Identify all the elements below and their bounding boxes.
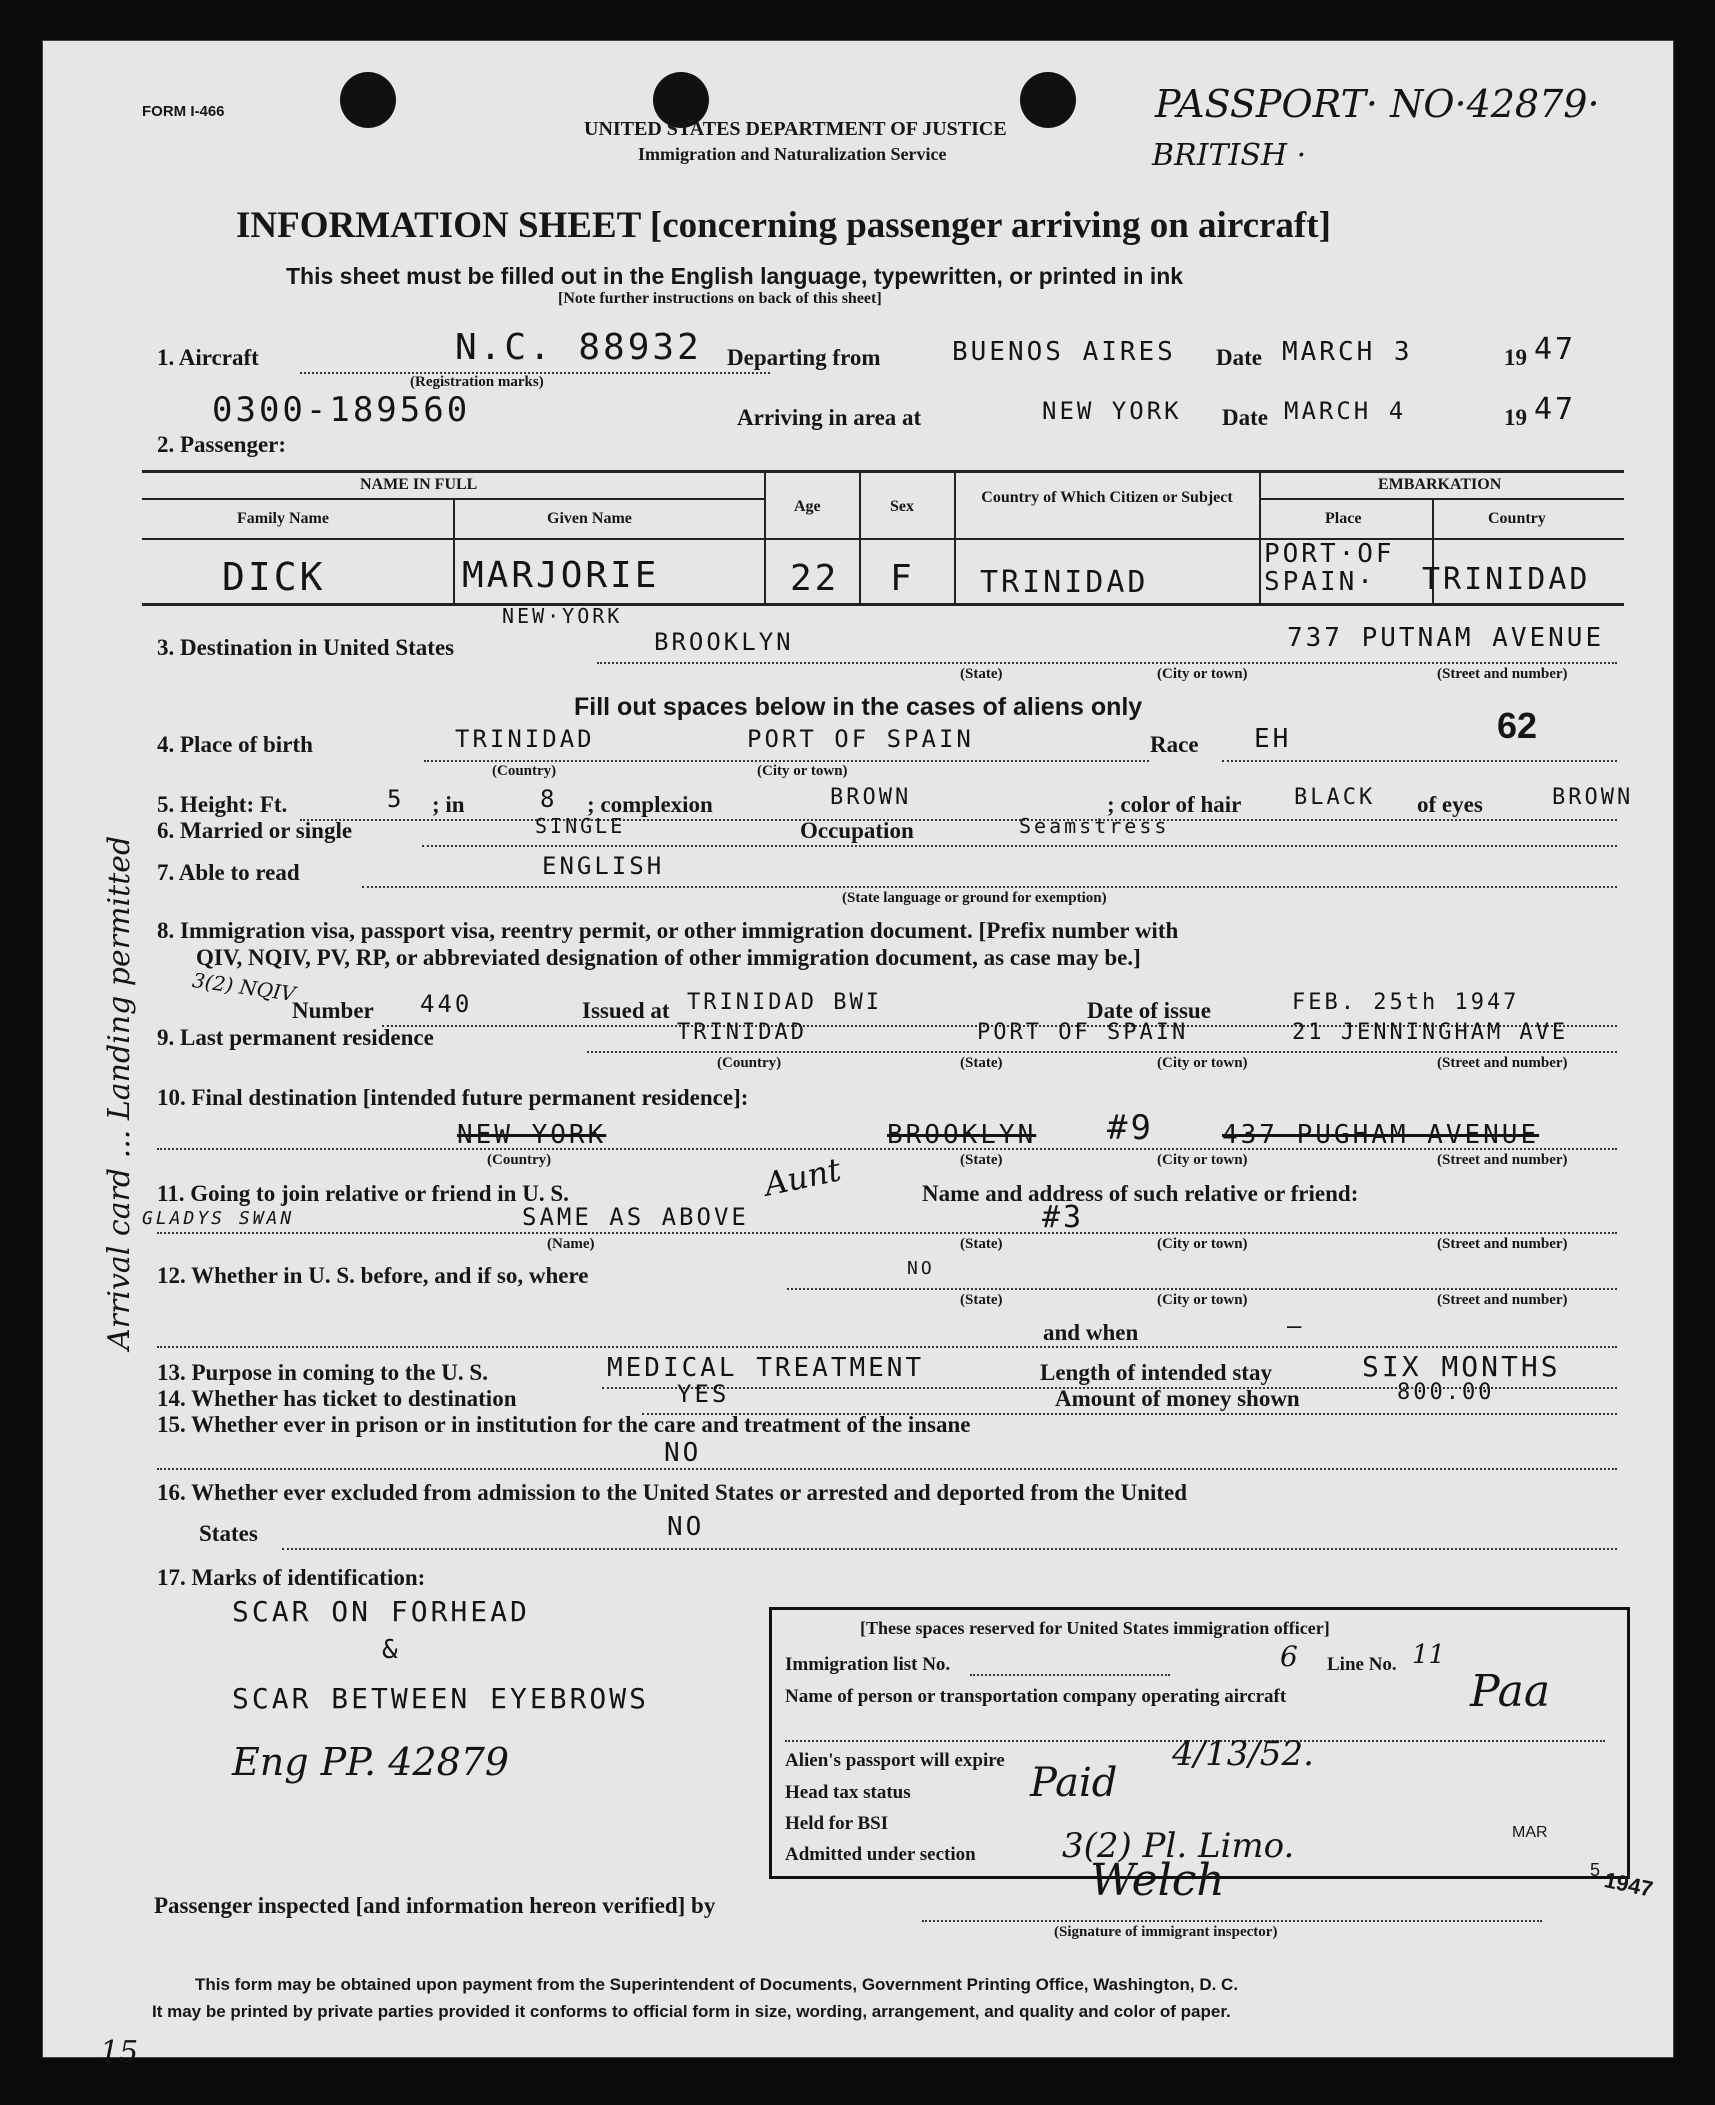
citizen-header: Country of Which Citizen or Subject: [981, 489, 1233, 506]
prison-label: 15. Whether ever in prison or in institution for the care and treatment of the insane: [157, 1412, 971, 1437]
join-name-label: Name and address of such relative or friend:: [922, 1181, 1359, 1206]
and-when-value: —: [1287, 1312, 1305, 1340]
race-code: 62: [1497, 705, 1538, 746]
signature-caption: (Signature of immigrant inspector): [1054, 1924, 1278, 1940]
join-value: Aunt: [760, 1150, 845, 1204]
join-address-value: SAME AS ABOVE: [522, 1203, 749, 1231]
given-name-value: MARJORIE: [462, 555, 660, 596]
passport-expire-label: Alien's passport will expire: [785, 1750, 1005, 1771]
arrive-year-label: 19: [1504, 405, 1527, 430]
before-street-caption: (Street and number): [1437, 1292, 1568, 1308]
eyes-label: of eyes: [1417, 792, 1483, 817]
occupation-label: Occupation: [800, 818, 914, 843]
inspector-signature: Welch: [1090, 1855, 1225, 1906]
birth-country-caption: (Country): [492, 763, 557, 779]
length-value: SIX MONTHS: [1362, 1350, 1561, 1383]
dest-city-caption: (City or town): [1157, 666, 1248, 682]
registration-caption: (Registration marks): [410, 374, 544, 390]
read-value: ENGLISH: [542, 852, 665, 880]
information-sheet: [42, 40, 1674, 2070]
join-state-caption: (State): [960, 1236, 1003, 1252]
depart-year-value: 47: [1534, 332, 1577, 367]
visa-label-line2: QIV, NQIV, PV, RP, or abbreviated designation of other immigration document, as case may be.]: [196, 945, 1141, 970]
married-label: 6. Married or single: [157, 818, 353, 843]
aliens-only-heading: Fill out spaces below in the cases of aliens only: [574, 693, 1143, 721]
dest-state-caption: (State): [960, 666, 1003, 682]
agency-name: UNITED STATES DEPARTMENT OF JUSTICE: [584, 118, 1007, 140]
before-city-caption: (City or town): [1157, 1292, 1248, 1308]
departing-label: Departing from: [727, 345, 881, 370]
eyes-value: BROWN: [1552, 785, 1634, 810]
list-no-label: Immigration list No.: [785, 1654, 951, 1675]
citizen-value: TRINIDAD: [980, 565, 1149, 600]
marks-value-2: &: [382, 1635, 401, 1665]
inspected-label: Passenger inspected [and information hereon verified] by: [154, 1893, 716, 1918]
before-label: 12. Whether in U. S. before, and if so, where: [157, 1263, 589, 1288]
hair-value: BLACK: [1294, 785, 1376, 810]
page-number: 15: [100, 2035, 139, 2070]
birth-city-caption: (City or town): [757, 763, 848, 779]
issued-at-label: Issued at: [582, 998, 670, 1023]
embark-place-value: PORT·OF SPAIN·: [1264, 539, 1395, 597]
ticket-label: 14. Whether has ticket to destination: [157, 1386, 517, 1411]
final-country-caption: (Country): [487, 1152, 552, 1168]
stamp-day: 5: [1590, 1860, 1601, 1880]
race-label: Race: [1150, 732, 1199, 757]
birth-label: 4. Place of birth: [157, 732, 313, 757]
punch-hole: [1020, 72, 1076, 128]
sex-header: Sex: [890, 498, 914, 515]
page-title: INFORMATION SHEET [concerning passenger arriving on aircraft]: [236, 205, 1331, 246]
line-no-label: Line No.: [1327, 1654, 1397, 1675]
last-street-value: 21 JENNINGHAM AVE: [1292, 1020, 1569, 1045]
held-label: Held for BSI: [785, 1813, 889, 1834]
number-label: Number: [292, 998, 374, 1023]
race-value: EH: [1254, 724, 1292, 754]
footer-line2: It may be printed by private parties provided it conforms to official form in size, wording, arrangement, and quality and color of paper.: [152, 2002, 1231, 2021]
arrive-date-value: MARCH 4: [1284, 397, 1407, 425]
marks-value-4: Eng PP. 42879: [232, 1740, 510, 1784]
ticket-value: YES: [677, 1380, 730, 1408]
height-label: 5. Height: Ft.: [157, 792, 288, 817]
last-city-value: PORT OF SPAIN: [977, 1020, 1189, 1045]
purpose-value: MEDICAL TREATMENT: [607, 1353, 925, 1383]
stamp-year: 1947: [1602, 1867, 1656, 1902]
country-header: Country: [1488, 510, 1546, 527]
final-city-caption: (City or town): [1157, 1152, 1248, 1168]
depart-date-value: MARCH 3: [1282, 337, 1413, 367]
footer-line1: This form may be obtained upon payment from the Superintendent of Documents, Government Printing Office, Washington, D. C.: [195, 1975, 1239, 1994]
final-dest-label: 10. Final destination [intended future permanent residence]:: [157, 1085, 749, 1110]
birth-city-value: PORT OF SPAIN: [747, 725, 974, 753]
married-value: SINGLE: [535, 814, 626, 838]
final-state-caption: (State): [960, 1152, 1003, 1168]
place-header: Place: [1325, 510, 1362, 527]
join-ref-value: #3: [1042, 1200, 1085, 1235]
arrive-date-label: Date: [1222, 405, 1268, 430]
sex-value: F: [890, 558, 915, 599]
final-city-value: #9: [1107, 1108, 1154, 1148]
final-country-value: NEW YORK: [457, 1120, 607, 1150]
join-street-caption: (Street and number): [1437, 1236, 1568, 1252]
join-label: 11. Going to join relative or friend in U. S.: [157, 1181, 569, 1206]
destination-label: 3. Destination in United States: [157, 635, 455, 660]
departing-value: BUENOS AIRES: [952, 337, 1176, 367]
complexion-label: ; complexion: [587, 792, 713, 817]
height-ft-value: 5: [387, 785, 405, 813]
final-street-caption: (Street and number): [1437, 1152, 1568, 1168]
and-when-label: and when: [1043, 1320, 1139, 1345]
purpose-label: 13. Purpose in coming to the U. S.: [157, 1360, 488, 1385]
prison-value: NO: [664, 1438, 702, 1468]
depart-year-label: 19: [1504, 345, 1527, 370]
given-name-header: Given Name: [547, 510, 632, 527]
officer-box: [769, 1607, 1630, 1879]
marks-value-1: SCAR ON FORHEAD: [232, 1595, 530, 1628]
date-of-issue-label: Date of issue: [1087, 998, 1211, 1023]
page-subtitle: This sheet must be filled out in the English language, typewritten, or printed in ink: [286, 263, 1184, 289]
margin-note: Arrival card ... Landing permitted: [102, 835, 137, 1350]
admitted-label: Admitted under section: [785, 1844, 976, 1865]
read-label: 7. Able to read: [157, 860, 300, 885]
height-in-value: 8: [540, 785, 558, 813]
form-id: FORM I-466: [142, 103, 225, 120]
passport-annotation: PASSPORT· NO·42879·: [1155, 82, 1600, 126]
marks-value-3: SCAR BETWEEN EYEBROWS: [232, 1682, 650, 1715]
aircraft-label: 1. Aircraft: [157, 345, 259, 370]
age-value: 22: [790, 558, 840, 599]
read-caption: (State language or ground for exemption): [842, 890, 1107, 906]
agency-service: Immigration and Naturalization Service: [638, 144, 947, 164]
hair-label: ; color of hair: [1107, 792, 1242, 817]
join-name-caption: (Name): [547, 1236, 595, 1252]
last-city-caption: (City or town): [1157, 1055, 1248, 1071]
dest-street-caption: (Street and number): [1437, 666, 1568, 682]
head-tax-value: Paid: [1030, 1760, 1118, 1806]
nationality-annotation: BRITISH ·: [1152, 138, 1307, 173]
family-name-header: Family Name: [237, 510, 329, 527]
officer-box-header: [These spaces reserved for United States immigration officer]: [860, 1618, 1330, 1638]
embarkation-header: EMBARKATION: [1378, 476, 1502, 493]
dest-state-value: NEW·YORK: [502, 604, 623, 628]
depart-date-label: Date: [1216, 345, 1262, 370]
line-no-value: 11: [1412, 1640, 1446, 1670]
arriving-label: Arriving in area at: [737, 405, 922, 430]
excluded-value: NO: [667, 1512, 705, 1542]
date-of-issue-value: FEB. 25th 1947: [1292, 990, 1520, 1015]
length-label: Length of intended stay: [1040, 1360, 1272, 1385]
last-street-caption: (Street and number): [1437, 1055, 1568, 1071]
before-value: NO: [907, 1258, 935, 1279]
stamp-month: MAR: [1512, 1824, 1548, 1841]
visa-prefix-value: 3(2) NQIV: [190, 967, 297, 1007]
operator-value: Paa: [1470, 1666, 1551, 1717]
occupation-value: Seamstress: [1019, 814, 1170, 838]
before-state-caption: (State): [960, 1292, 1003, 1308]
age-header: Age: [794, 498, 821, 515]
head-tax-label: Head tax status: [785, 1782, 911, 1803]
name-in-full-header: NAME IN FULL: [360, 476, 478, 493]
ticket-number: 0300-189560: [212, 390, 471, 430]
final-street-value: 437 PUGHAM AVENUE: [1222, 1120, 1540, 1150]
dest-street-value: 737 PUTNAM AVENUE: [1287, 623, 1605, 653]
family-name-value: DICK: [222, 555, 326, 599]
arrive-year-value: 47: [1534, 392, 1577, 427]
operator-label: Name of person or transportation company operating aircraft: [785, 1686, 1287, 1707]
money-value: 800.00: [1397, 1380, 1495, 1405]
last-state-caption: (State): [960, 1055, 1003, 1071]
excluded-label-line1: 16. Whether ever excluded from admission to the United States or arrested and deported from the United: [157, 1480, 1188, 1505]
marks-label: 17. Marks of identification:: [157, 1565, 426, 1590]
page-note: [Note further instructions on back of this sheet]: [558, 290, 882, 307]
height-in-label: ; in: [432, 792, 465, 817]
last-country-value: TRINIDAD: [677, 1020, 807, 1045]
dest-city-value: BROOKLYN: [654, 628, 794, 656]
number-value: 440: [420, 990, 473, 1018]
aircraft-value: N.C. 88932: [455, 327, 702, 368]
embark-country-value: TRINIDAD: [1422, 562, 1591, 597]
complexion-value: BROWN: [830, 785, 912, 810]
birth-country-value: TRINIDAD: [455, 725, 595, 753]
money-label: Amount of money shown: [1055, 1386, 1300, 1411]
last-country-caption: (Country): [717, 1055, 782, 1071]
join-name-value: GLADYS SWAN: [142, 1208, 295, 1229]
list-no-value: 6: [1280, 1640, 1298, 1673]
visa-label-line1: 8. Immigration visa, passport visa, reentry permit, or other immigration document. [Prefix number with: [157, 918, 1179, 943]
passport-expire-value: 4/13/52.: [1172, 1734, 1314, 1774]
punch-hole: [340, 72, 396, 128]
final-state-value: BROOKLYN: [887, 1120, 1037, 1150]
arriving-value: NEW YORK: [1042, 397, 1182, 425]
passenger-label: 2. Passenger:: [157, 432, 287, 457]
excluded-label-line2: States: [199, 1521, 258, 1546]
last-residence-label: 9. Last permanent residence: [157, 1025, 434, 1050]
join-city-caption: (City or town): [1157, 1236, 1248, 1252]
issued-at-value: TRINIDAD BWI: [687, 990, 882, 1015]
admitted-value: 3(2) Pl. Limo.: [1062, 1826, 1295, 1866]
